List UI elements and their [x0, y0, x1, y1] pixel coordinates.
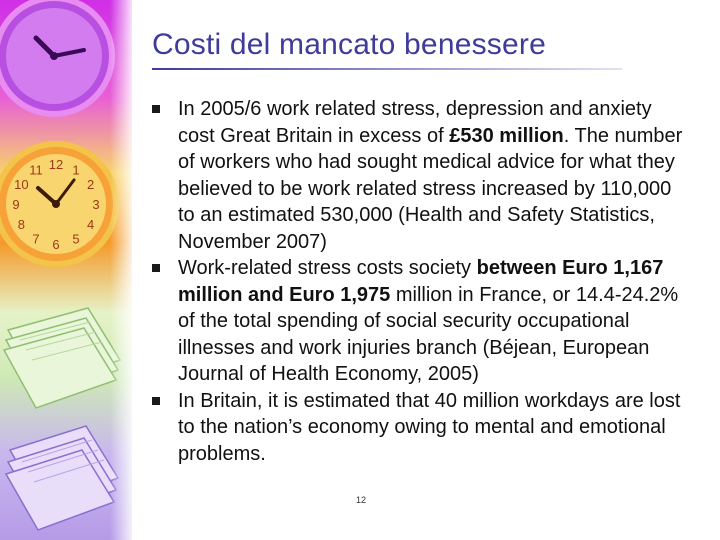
clock-numeral: 8	[17, 217, 26, 232]
bullet-marker-icon	[152, 264, 160, 272]
clock-numeral: 2	[86, 177, 95, 192]
clock-numeral: 5	[72, 231, 80, 247]
bullet-text	[178, 98, 682, 253]
paper-stack-icon	[0, 300, 125, 410]
bullet-item	[150, 388, 690, 468]
clock-numeral: 10	[14, 177, 29, 192]
clock-numeral: 4	[86, 217, 95, 232]
clock-icon	[0, 140, 122, 268]
text-segment: In 2005/6 work related stress, depression and anxiety cost Great Britain in excess of	[178, 98, 652, 147]
clock-numeral: 1	[72, 162, 80, 178]
clock-icon	[0, 0, 122, 124]
text-segment: million in France, or 14.4-24.2% of the total spending of social security occupational illnesses and work injuries branch (Béjean, European Journal of Health Economy, 2005)	[178, 283, 679, 385]
clock-numeral: 9	[12, 197, 20, 212]
clock-numeral: 7	[32, 231, 40, 247]
clock-numeral: 12	[48, 157, 64, 172]
page-number: 12	[356, 495, 367, 505]
bullet-text	[178, 257, 678, 385]
text-segment: . The number of workers who had sought medical advice for what they believed to be work related stress increased by 110,000 to an estimated 530,000 (Health and Safety Statistics, November 2007)	[178, 124, 683, 253]
text-segment-bold: £530 million	[449, 124, 564, 147]
clock-numeral: 3	[92, 197, 100, 212]
paper-stack-icon	[0, 420, 125, 535]
text-segment: Work-related stress costs society	[178, 257, 477, 279]
title-underline	[152, 68, 622, 70]
bullet-marker-icon	[152, 397, 160, 405]
bullet-list	[150, 96, 690, 467]
bullet-marker-icon	[152, 105, 160, 113]
bullet-item	[150, 96, 690, 255]
decorative-sidebar	[0, 0, 132, 540]
slide-title: Costi del mancato benessere	[152, 28, 546, 61]
bullet-item	[150, 255, 690, 388]
clock-numeral: 6	[52, 237, 60, 252]
text-segment: In Britain, it is estimated that 40 million workdays are lost to the nation’s economy owing to mental and emotional problems.	[178, 389, 681, 465]
bullet-text	[178, 390, 680, 465]
clock-numeral: 11	[29, 162, 43, 178]
text-segment-bold: between Euro 1,167 million and Euro 1,975	[178, 257, 664, 306]
